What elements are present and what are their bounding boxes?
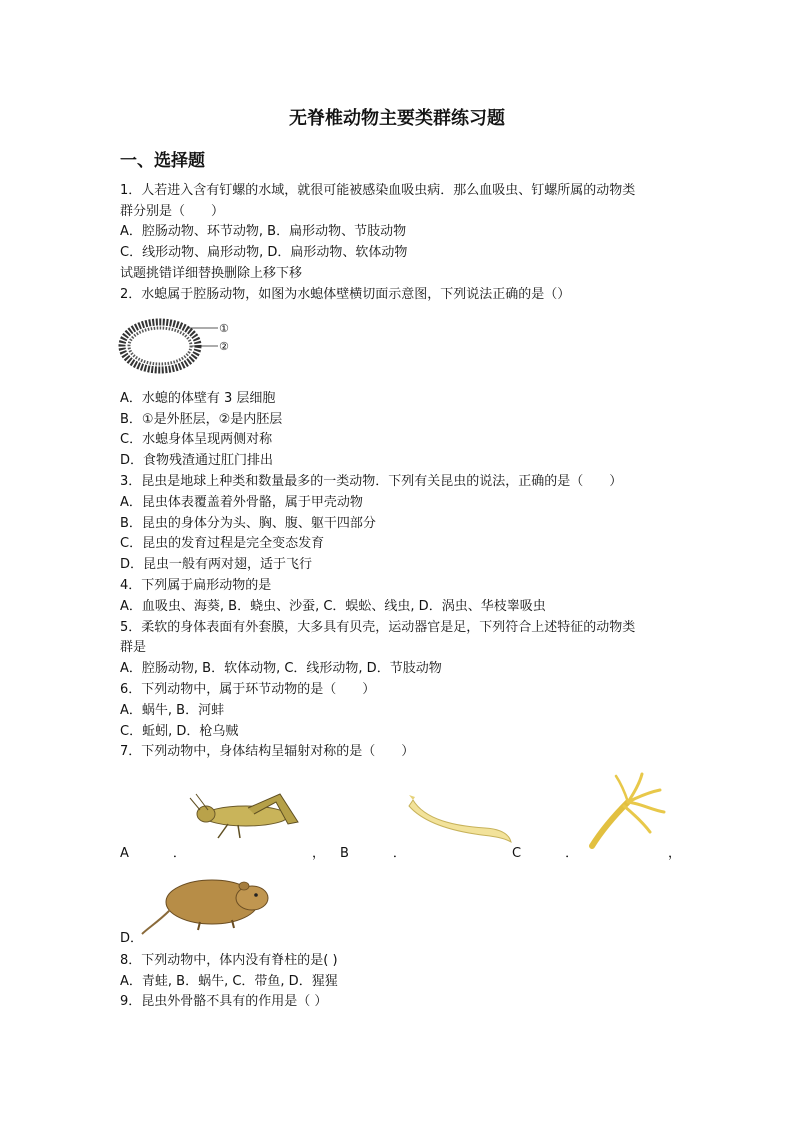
q2-stem: 2．水螅属于腔肠动物，如图为水螅体壁横切面示意图，下列说法正确的是（） — [120, 287, 571, 302]
q6-stem: 6．下列动物中，属于环节动物的是（ ） — [120, 682, 376, 697]
q3-option-b: B．昆虫的身体分为头、胸、腹、躯干四部分 — [120, 516, 376, 531]
q1-options-cd: C．线形动物、扁形动物, D．扁形动物、软体动物 — [120, 245, 408, 260]
q6-options-cd: C．蚯蚓, D．枪乌贼 — [120, 724, 239, 739]
q1-stem-line2: 群分别是（ ） — [120, 204, 225, 219]
q3-option-a: A．昆虫体表覆盖着外骨骼，属于甲壳动物 — [120, 495, 363, 510]
section-heading: 一、选择题 — [120, 151, 205, 171]
q9-stem: 9．昆虫外骨骼不具有的作用是（ ） — [120, 994, 328, 1009]
q7-option-d-label: D． — [120, 931, 144, 946]
leech-image — [405, 792, 515, 848]
q4-options: A．血吸虫、海葵, B．蛲虫、沙蚕, C．蜈蚣、线虫, D．涡虫、华枝睾吸虫 — [120, 599, 546, 614]
q7-comma-2: ， — [668, 846, 682, 861]
q2-option-d: D．食物残渣通过肛门排出 — [120, 453, 274, 468]
q5-options: A．腔肠动物, B．软体动物, C．线形动物, D．节肢动物 — [120, 661, 442, 676]
q8-stem: 8．下列动物中，体内没有脊柱的是( ) — [120, 953, 338, 968]
q7-stem: 7．下列动物中，身体结构呈辐射对称的是（ ） — [120, 744, 415, 759]
q7-option-a-label: A ． — [120, 846, 192, 861]
q2-option-c: C．水螅身体呈现两侧对称 — [120, 432, 273, 447]
label-one: ① — [219, 322, 229, 335]
grasshopper-image — [188, 788, 314, 842]
q2-option-b: B．①是外胚层，②是内胚层 — [120, 412, 283, 427]
q3-stem: 3．昆虫是地球上种类和数量最多的一类动物．下列有关昆虫的说法，正确的是（ ） — [120, 474, 623, 489]
rat-image — [140, 870, 274, 938]
hydra-cross-section-diagram — [118, 316, 238, 378]
q2-option-a: A．水螅的体壁有 3 层细胞 — [120, 391, 276, 406]
q3-option-c: C．昆虫的发育过程是完全变态发育 — [120, 536, 325, 551]
q7-option-c-label: C ． — [512, 846, 585, 861]
coral-hydra-image — [580, 772, 670, 852]
label-two: ② — [219, 340, 229, 353]
q8-options: A．青蛙, B．蜗牛, C．带鱼, D．猩猩 — [120, 974, 338, 989]
q7-option-b-label: B ． — [340, 846, 412, 861]
q5-stem-line2: 群是 — [120, 640, 147, 655]
q1-options-ab: A．腔肠动物、环节动物, B．扁形动物、节肢动物 — [120, 224, 407, 239]
q5-stem-line1: 5．柔软的身体表面有外套膜，大多具有贝壳，运动器官是足，下列符合上述特征的动物类 — [120, 620, 636, 635]
q1-toolbar-text: 试题挑错详细替换删除上移下移 — [120, 266, 303, 281]
q6-options-ab: A．蜗牛, B．河蚌 — [120, 703, 225, 718]
page-title: 无脊椎动物主要类群练习题 — [289, 108, 505, 129]
q7-comma-1: ， — [312, 846, 326, 861]
q1-stem-line1: 1．人若进入含有钉螺的水域，就很可能被感染血吸虫病．那么血吸虫、钉螺所属的动物类 — [120, 183, 636, 198]
q3-option-d: D．昆虫一般有两对翅，适于飞行 — [120, 557, 313, 572]
q4-stem: 4．下列属于扁形动物的是 — [120, 578, 272, 593]
